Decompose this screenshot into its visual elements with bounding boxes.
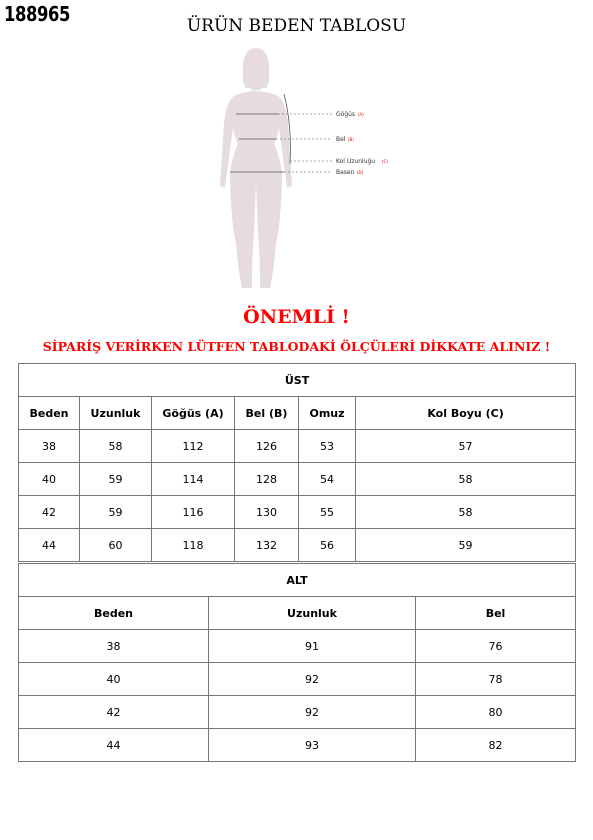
cell: 112 <box>152 430 235 463</box>
cell: 59 <box>80 463 152 496</box>
col-header: Omuz <box>299 397 356 430</box>
cell: 54 <box>299 463 356 496</box>
cell: 114 <box>152 463 235 496</box>
cell: 130 <box>235 496 299 529</box>
cell: 126 <box>235 430 299 463</box>
cell: 44 <box>19 729 209 762</box>
cell: 128 <box>235 463 299 496</box>
cell: 91 <box>209 630 416 663</box>
col-header: Bel (B) <box>235 397 299 430</box>
label-gogus-code: (A) <box>358 112 364 117</box>
label-kol-uzunlugu: Kol Uzunluğu <box>336 158 376 165</box>
cell: 55 <box>299 496 356 529</box>
female-silhouette <box>220 48 292 288</box>
cell: 53 <box>299 430 356 463</box>
cell: 93 <box>209 729 416 762</box>
body-measurement-illustration <box>200 44 400 294</box>
alt-size-table <box>18 563 576 762</box>
cell: 58 <box>80 430 152 463</box>
table-header-row <box>19 597 576 630</box>
cell: 59 <box>356 529 576 562</box>
cell: 76 <box>416 630 576 663</box>
cell: 78 <box>416 663 576 696</box>
cell: 40 <box>19 663 209 696</box>
page-title: ÜRÜN BEDEN TABLOSU <box>186 16 407 36</box>
cell: 116 <box>152 496 235 529</box>
label-bel: Bel <box>336 136 346 143</box>
table-row <box>19 729 576 762</box>
important-heading: ÖNEMLİ ! <box>243 306 350 328</box>
cell: 38 <box>19 430 80 463</box>
alt-title: ALT <box>19 564 576 597</box>
ust-title: ÜST <box>19 364 576 397</box>
cell: 92 <box>209 696 416 729</box>
table-header-row <box>19 397 576 430</box>
col-header: Kol Boyu (C) <box>356 397 576 430</box>
label-basen: Basen <box>336 169 355 176</box>
cell: 40 <box>19 463 80 496</box>
col-header: Göğüs (A) <box>152 397 235 430</box>
label-bel-code: (B) <box>348 137 354 142</box>
col-header: Bel <box>416 597 576 630</box>
cell: 44 <box>19 529 80 562</box>
col-header: Uzunluk <box>209 597 416 630</box>
table-title-row <box>19 364 576 397</box>
cell: 58 <box>356 463 576 496</box>
cell: 56 <box>299 529 356 562</box>
table-row <box>19 496 576 529</box>
table-row <box>19 430 576 463</box>
cell: 58 <box>356 496 576 529</box>
table-row <box>19 529 576 562</box>
cell: 42 <box>19 696 209 729</box>
cell: 132 <box>235 529 299 562</box>
table-title-row <box>19 564 576 597</box>
col-header: Beden <box>19 397 80 430</box>
cell: 38 <box>19 630 209 663</box>
cell: 60 <box>80 529 152 562</box>
cell: 59 <box>80 496 152 529</box>
order-warning: SİPARİŞ VERİRKEN LÜTFEN TABLODAKİ ÖLÇÜLERİ DİKKATE ALINIZ ! <box>42 339 551 354</box>
table-row <box>19 663 576 696</box>
cell: 80 <box>416 696 576 729</box>
label-kol-code: (C) <box>382 159 388 164</box>
cell: 82 <box>416 729 576 762</box>
cell: 92 <box>209 663 416 696</box>
label-gogus: Göğüs <box>336 111 356 118</box>
cell: 42 <box>19 496 80 529</box>
ust-size-table <box>18 363 576 562</box>
table-row <box>19 630 576 663</box>
col-header: Beden <box>19 597 209 630</box>
cell: 118 <box>152 529 235 562</box>
col-header: Uzunluk <box>80 397 152 430</box>
cell: 57 <box>356 430 576 463</box>
label-basen-code: (D) <box>357 170 364 175</box>
table-row <box>19 463 576 496</box>
product-code: 188965 <box>4 2 71 26</box>
table-row <box>19 696 576 729</box>
